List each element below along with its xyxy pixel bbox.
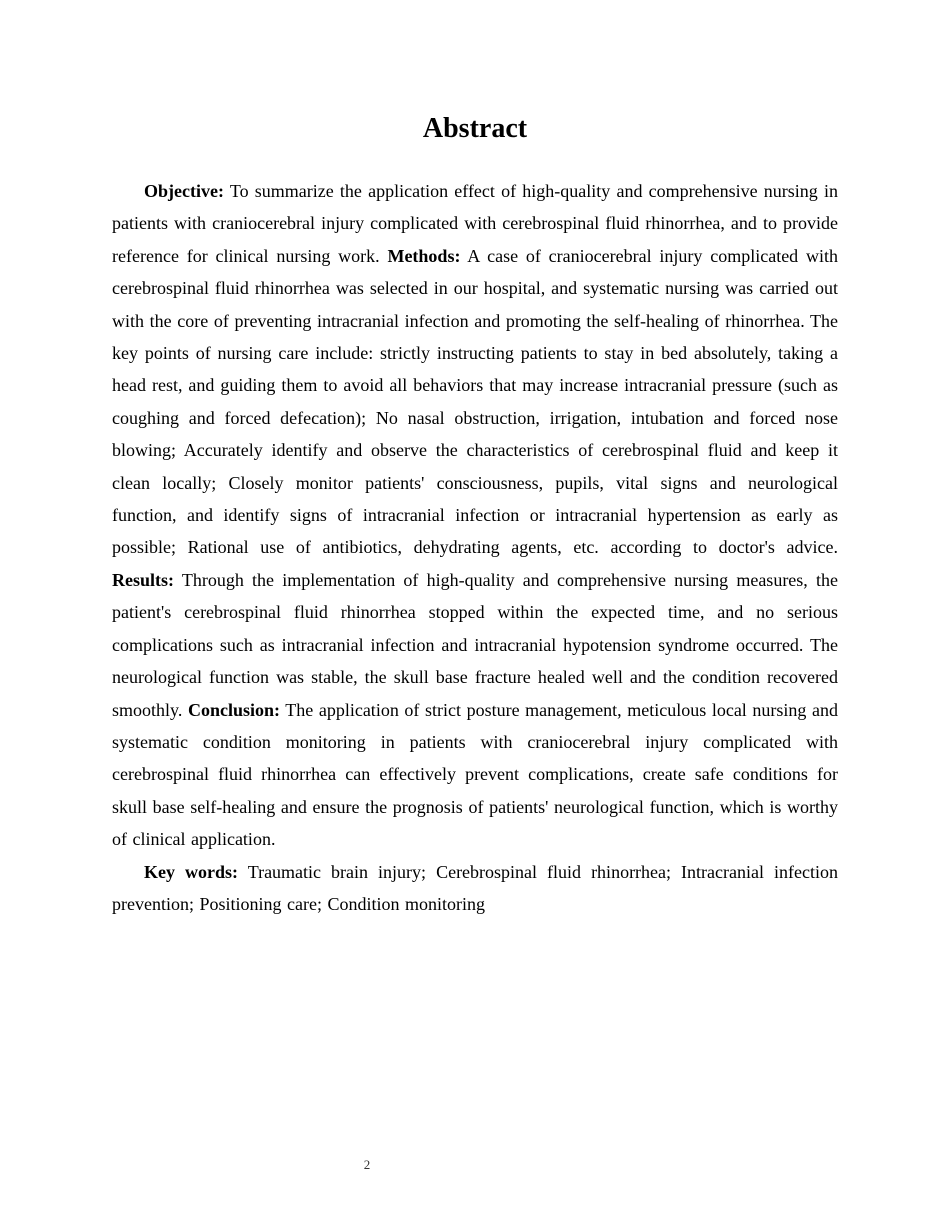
abstract-title: Abstract bbox=[422, 113, 528, 144]
objective-text: To summarize the application effect of high-quality and comprehensive nursing in patients with craniocerebral injury complicated with cerebrospinal fluid rhinorrhea, and to provide reference for clinical nursing work. bbox=[112, 181, 838, 266]
page-number: 2 bbox=[363, 1157, 371, 1172]
conclusion-label: Conclusion: bbox=[187, 699, 280, 720]
keywords-label: Key words: bbox=[144, 861, 239, 882]
results-label: Results: bbox=[112, 569, 174, 590]
methods-text: A case of craniocerebral injury complicated with cerebrospinal fluid rhinorrhea was selected in our hospital, and systematic nursing was carried out with the core of preventing intracranial infection and promoting the self-healing of rhinorrhea. The key points of nursing care include: strictly instructing patients to stay in bed absolutely, taking a head rest, and guiding them to avoid all behaviors that may increase intracranial pressure (such as coughing and forced defecation); No nasal obstruction, irrigation, intubation and forced nose blowing; Accurately identify and observe the characteristics of cerebrospinal fluid and keep it clean locally; Closely monitor patients' consciousness, pupils, vital signs and neurological function, and identify signs of intracranial infection or intracranial hypertension as early as possible; Rational use of antibiotics, dehydrating agents, etc. according to doctor's advice. bbox=[112, 245, 838, 558]
abstract-body bbox=[112, 175, 838, 920]
keywords-text: Traumatic brain injury; Cerebrospinal fluid rhinorrhea; Intracranial infection prevention; Positioning care; Condition monitoring bbox=[112, 861, 838, 914]
methods-label: Methods: bbox=[387, 245, 461, 266]
objective-label: Objective: bbox=[144, 181, 224, 201]
abstract-paragraph bbox=[112, 175, 838, 856]
conclusion-text: The application of strict posture management, meticulous local nursing and systematic condition monitoring in patients with craniocerebral injury complicated with cerebrospinal fluid rhinorrhea can effectively prevent complications, create safe conditions for skull base self-healing and ensure the prognosis of patients' neurological function, which is worthy of clinical application. bbox=[112, 699, 839, 850]
keywords-paragraph bbox=[112, 856, 838, 921]
results-text: Through the implementation of high-quality and comprehensive nursing measures, the patient's cerebrospinal fluid rhinorrhea stopped within the expected time, and no serious complications such as intracranial infection and intracranial hypotension syndrome occurred. The neurological function was stable, the skull base fracture healed well and the condition recovered smoothly. bbox=[112, 569, 838, 720]
